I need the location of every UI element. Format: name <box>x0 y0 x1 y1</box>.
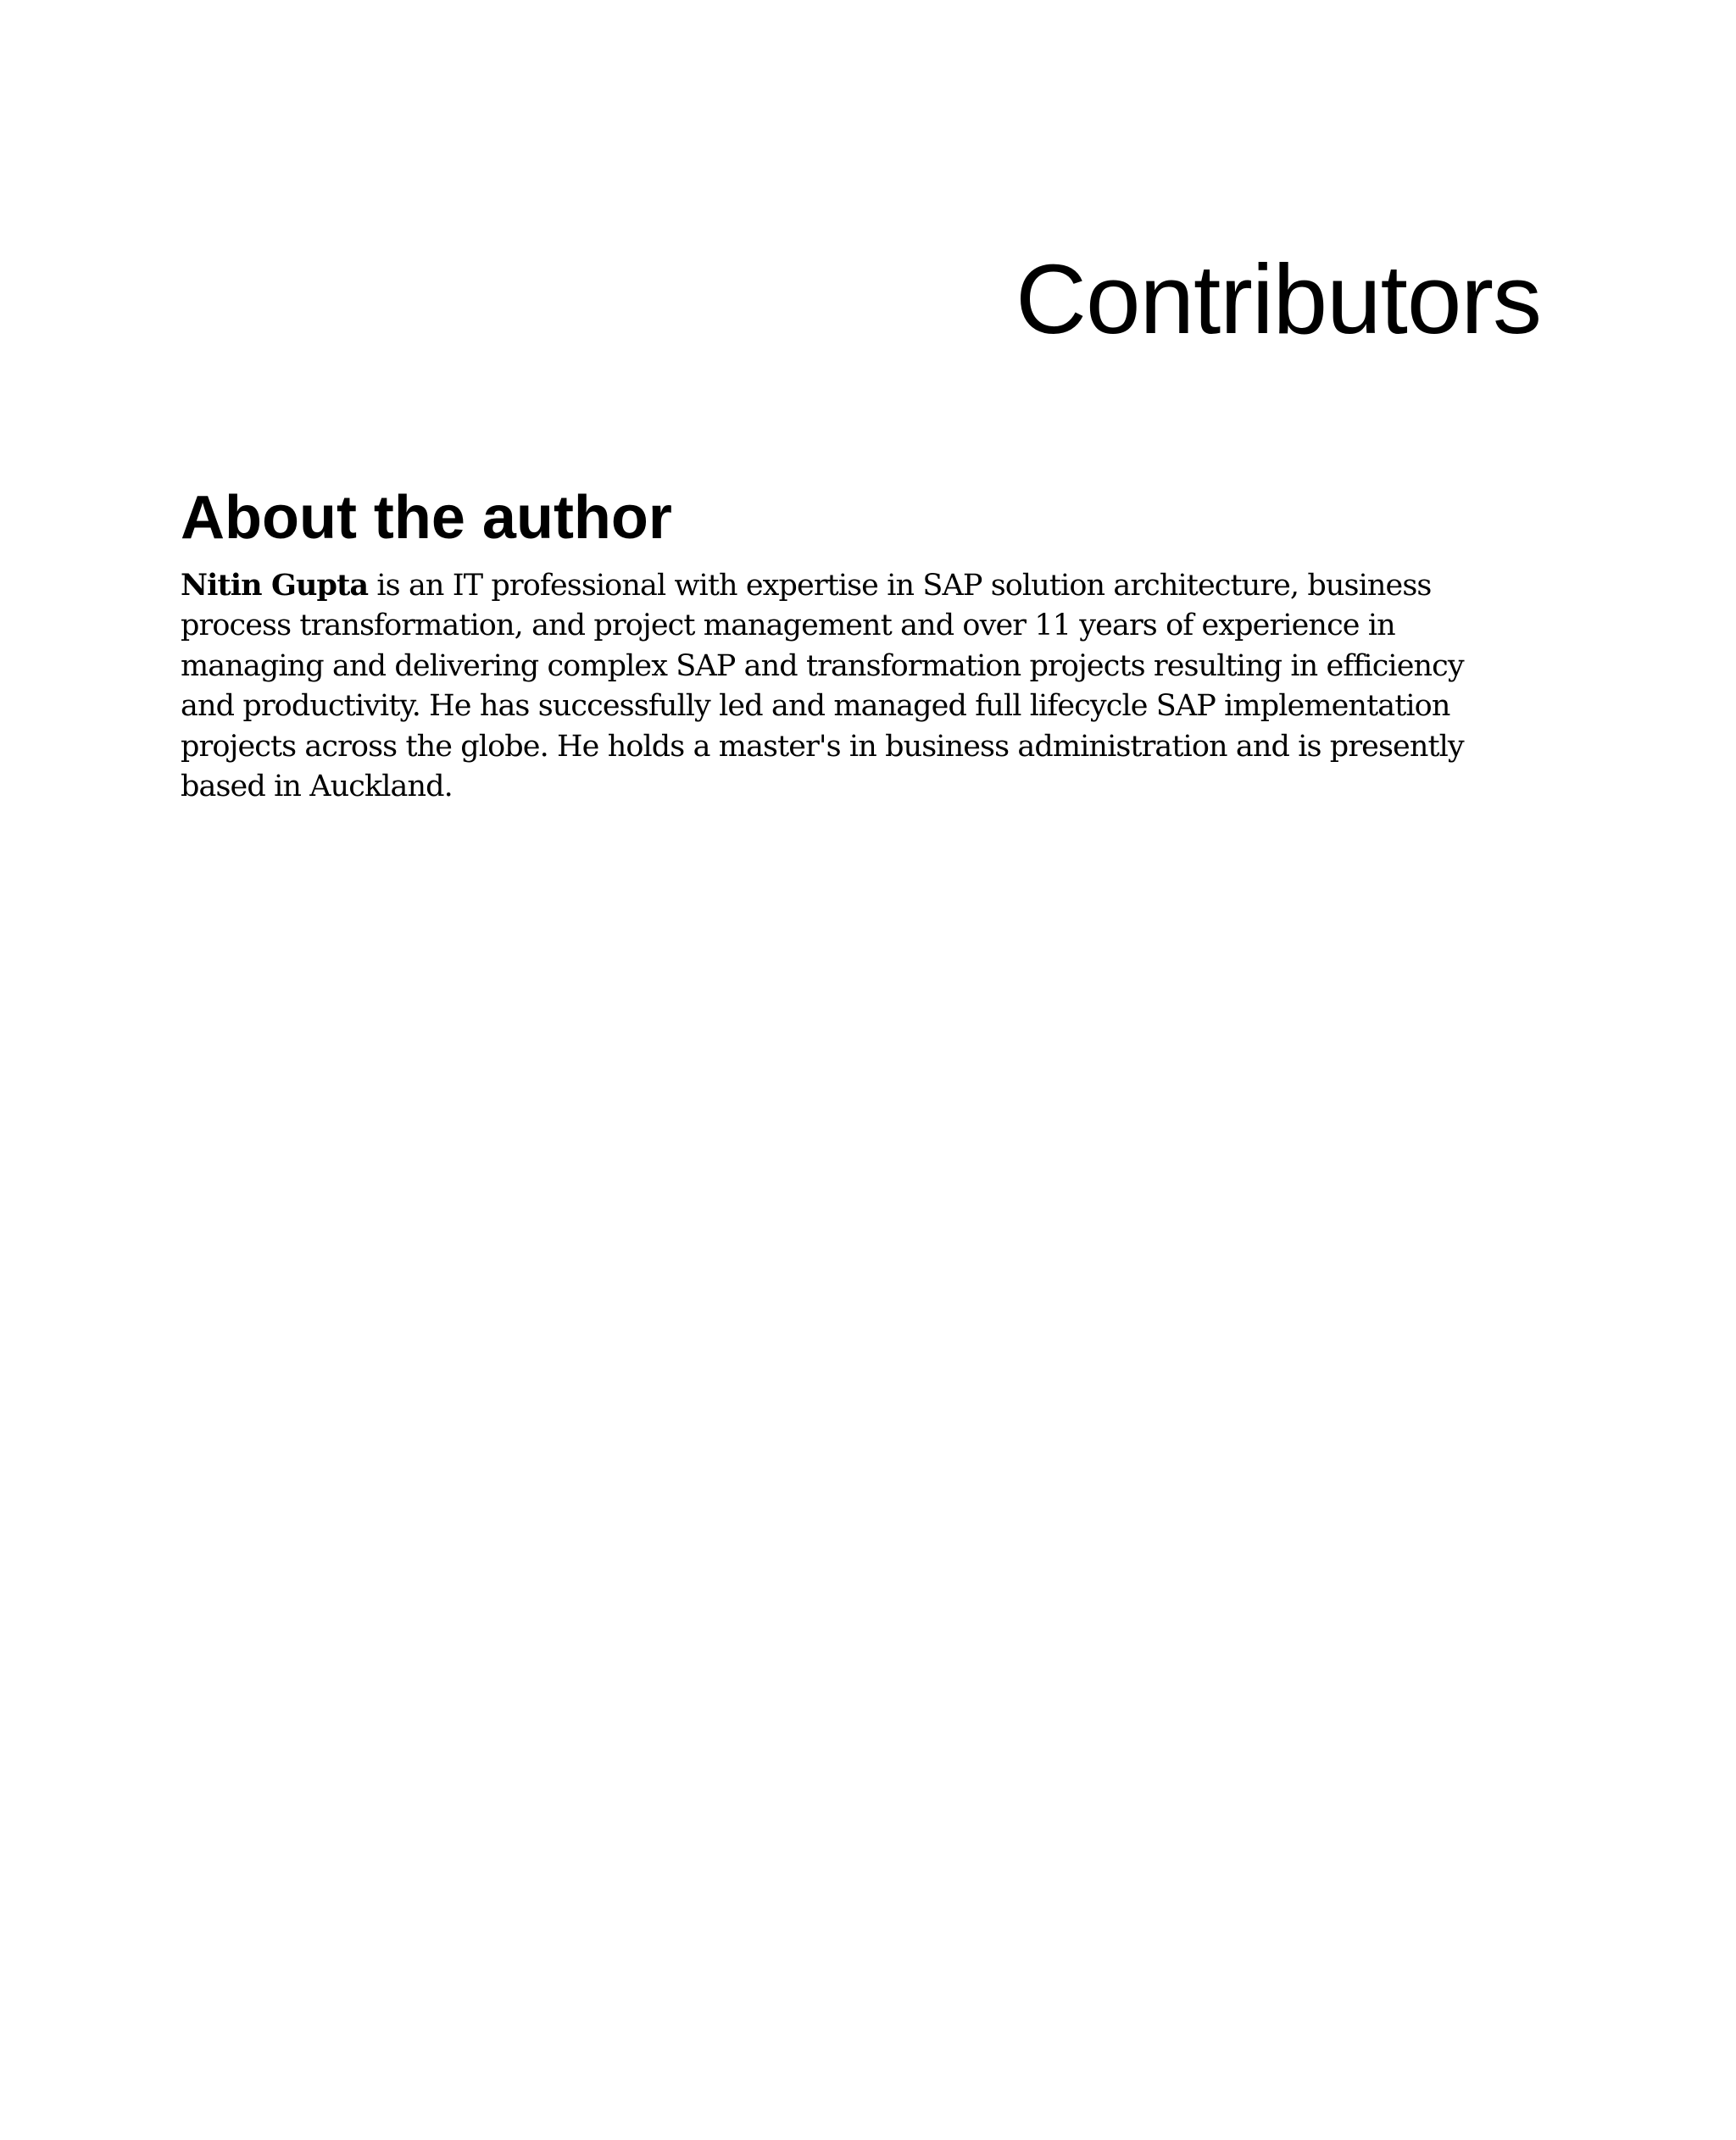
page-title: Contributors <box>1015 244 1541 354</box>
author-name: Nitin Gupta <box>181 567 369 603</box>
bio-line <box>181 565 1571 607</box>
bio-line: managing and delivering complex SAP and transformation projects resulting in efficiency <box>181 648 1464 683</box>
bio-line: and productivity. He has successfully led and managed full lifecycle SAP implementation <box>181 689 1450 724</box>
bio-line: based in Auckland. <box>181 770 453 804</box>
bio-line: projects across the globe. He holds a master's in business administration and is presently <box>181 729 1464 764</box>
author-bio <box>181 565 1571 808</box>
bio-line: process transformation, and project management and over 11 years of experience in <box>181 609 1395 643</box>
section-heading: About the author <box>181 484 672 552</box>
about-author-section <box>181 483 1571 808</box>
bio-text: is an IT professional with expertise in SAP solution architecture, business <box>368 568 1432 603</box>
